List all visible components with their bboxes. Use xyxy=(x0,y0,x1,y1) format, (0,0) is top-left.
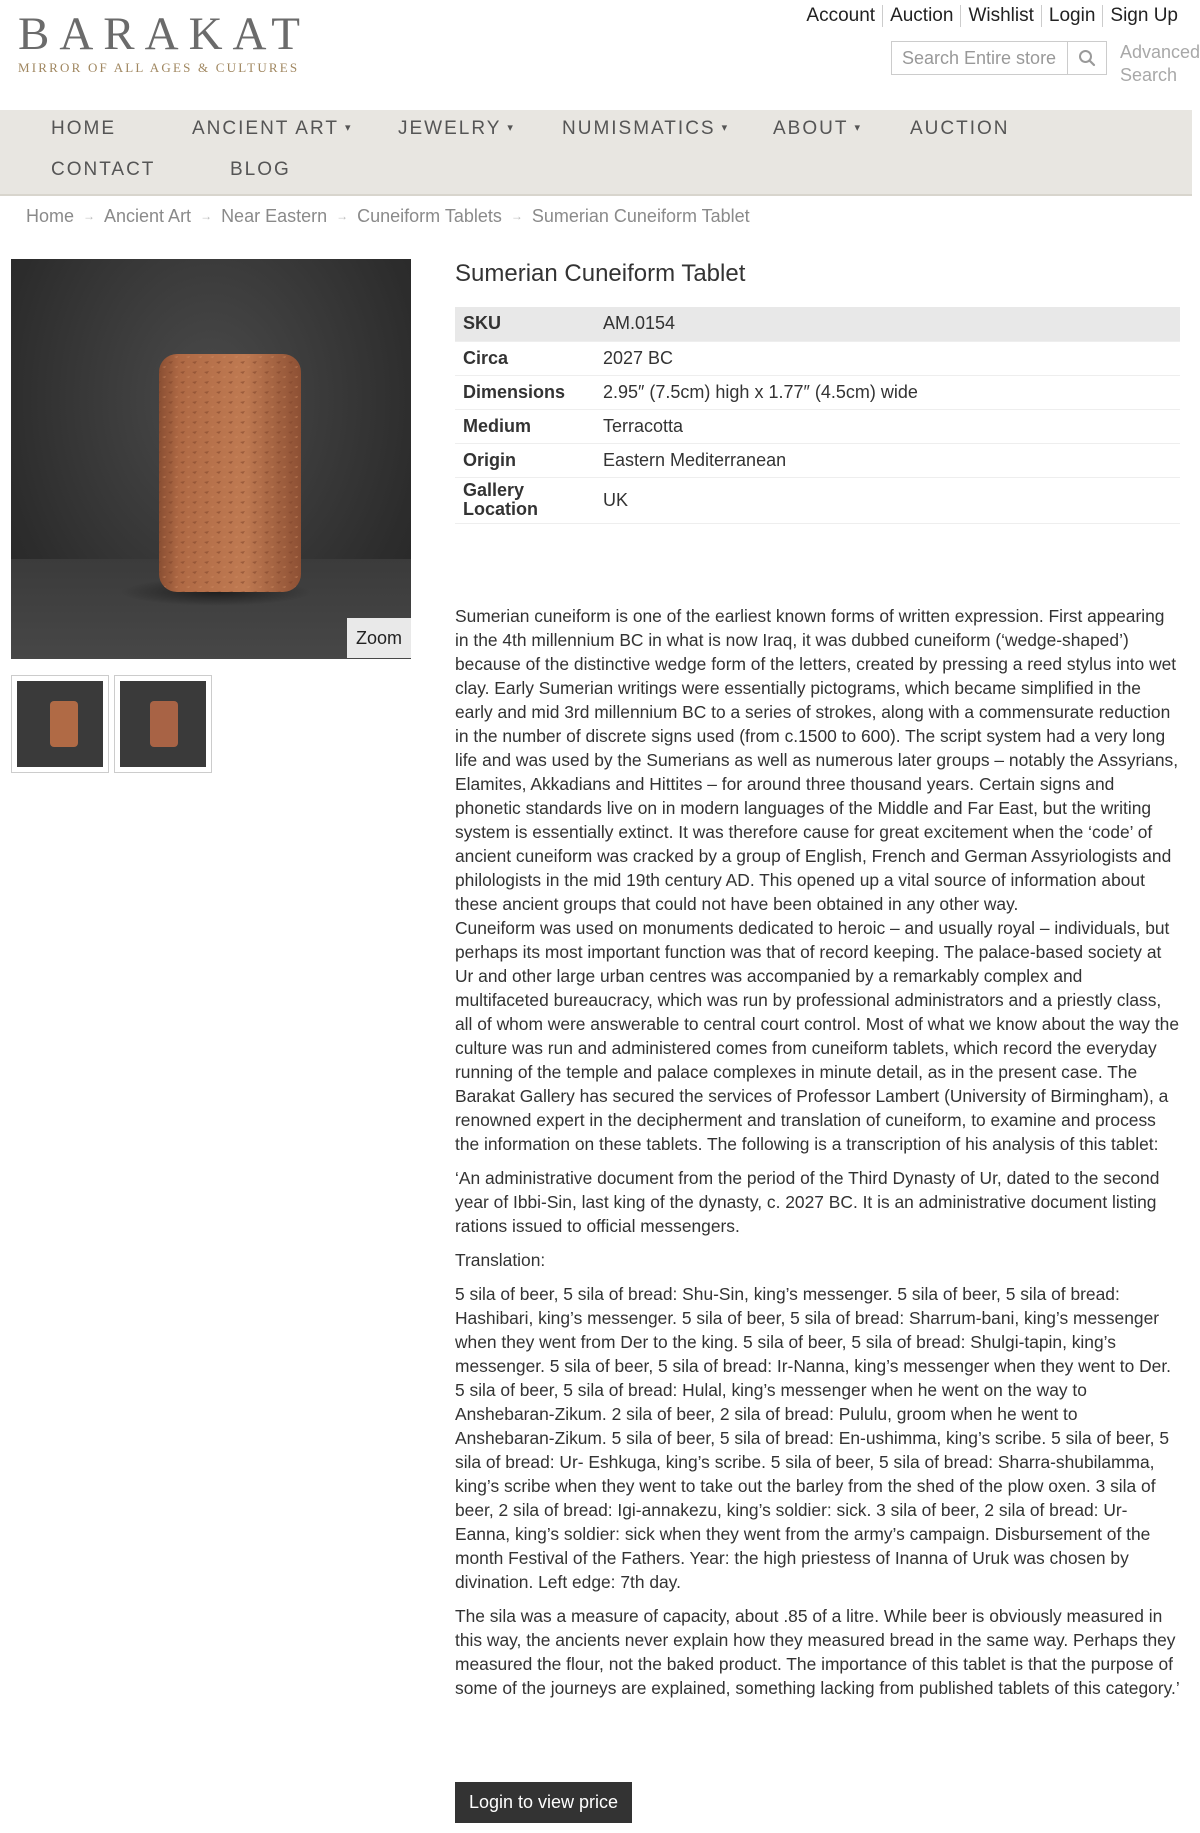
login-to-view-price-button[interactable]: Login to view price xyxy=(455,1782,632,1823)
chevron-down-icon: ▾ xyxy=(344,122,351,134)
tablet-thumbnail-image xyxy=(17,681,103,767)
site-header xyxy=(0,0,1200,110)
spec-key xyxy=(455,477,595,523)
main-nav xyxy=(0,110,1192,196)
thumbnail-image xyxy=(17,681,103,767)
nav-auction[interactable] xyxy=(910,118,1010,140)
description-paragraph: ‘An administrative document from the period of the Third Dynasty of Ur, dated to the second year of Ibbi-Sin, last king of the dynasty, c. 2027 BC. It is an administrative document listing rations issued to official messengers. xyxy=(455,1168,1160,1236)
search-placeholder: Search Entire store xyxy=(902,48,1057,68)
signup-link[interactable]: Sign Up xyxy=(1110,5,1178,26)
nav-home-label: HOME xyxy=(51,118,116,139)
chevron-down-icon: ▾ xyxy=(507,122,513,134)
thumbnail-1[interactable] xyxy=(11,675,109,773)
nav-ancient-art-label: ANCIENT ART xyxy=(192,118,339,139)
logo-tagline: MIRROR OF ALL AGES & CULTURES xyxy=(18,60,300,75)
breadcrumb-ancient-art[interactable]: Ancient Art xyxy=(104,206,192,226)
spec-value: Terracotta xyxy=(595,409,1180,443)
spec-row-gallery-location xyxy=(455,477,1180,523)
chevron-down-icon: ▾ xyxy=(854,122,860,134)
spec-key: Circa xyxy=(455,341,595,375)
nav-about-label: ABOUT xyxy=(773,118,849,139)
spec-value: AM.0154 xyxy=(595,307,1180,341)
breadcrumb xyxy=(26,206,750,227)
zoom-button[interactable]: Zoom xyxy=(347,618,411,658)
spec-row-dimensions xyxy=(455,375,1180,409)
spec-value: Eastern Mediterranean xyxy=(595,443,1180,477)
advanced-search-link[interactable] xyxy=(1120,41,1200,87)
spec-value: 2.95″ (7.5cm) high x 1.77″ (4.5cm) wide xyxy=(595,375,1180,409)
nav-about[interactable] xyxy=(773,118,860,140)
search-button[interactable] xyxy=(1067,41,1107,75)
cuneiform-tablet-image xyxy=(11,259,411,659)
advanced-search-line2: Search xyxy=(1120,65,1178,85)
breadcrumb-cuneiform-tablets[interactable]: Cuneiform Tablets xyxy=(357,206,502,226)
arrow-right-icon: → xyxy=(510,209,523,223)
description-paragraph: Translation: xyxy=(455,1250,546,1270)
description-paragraph: Cuneiform was used on monuments dedicated to heroic – and usually royal – individuals, but perhaps its most important function was that of record keeping. The palace-based society at Ur and other large urban centres was accompanied by a remarkably complex and multifaceted bureaucracy, which was run by professional administrators and a priestly class, all of whom were answerable to central court control. Most of what we know about the way the culture was run and administered comes from cuneiform tablets, which record the everyday running of the temple and palace complexes in minute detail, as in the present case. The Barakat Gallery has secured the services of Professor Lambert (University of Birmingham), a renowned expert in the decipherment and translation of cuneiform, to examine and process the information on these tablets. The following is a transcription of his analysis of this tablet: xyxy=(455,918,1180,1154)
description-paragraph: 5 sila of beer, 5 sila of bread: Shu-Sin, king’s messenger. 5 sila of beer, 5 sila of bread: Hashibari, king’s messenger. 5 sila of beer, 5 sila of bread: Sharrum-bani, king’s messenger when they went from Der to the king. 5 sila of beer, 5 sila of bread: Shulgi-tapin, king’s messenger. 5 sila of beer, 5 sila of bread: Ir-Nanna, king’s messenger when they went to Der. 5 sila of beer, 5 sila of bread: Hulal, king’s messenger when he went on the way to Anshebaran-Zikum. 2 sila of beer, 2 sila of bread: Pululu, groom when he went to Anshebaran-Zikum. 5 sila of beer, 5 sila of bread: En-ushimma, king’s scribe. 5 sila of beer, 5 sila of bread: Ur- Eshkuga, king’s scribe. 5 sila of beer, 5 sila of bread: Sharra-shubilamma, king’s scribe when they went to take out the barley from the shed of the plow oxen. 3 sila of beer, 2 sila of bread: Igi-annakezu, king’s soldier: sick. 3 sila of beer, 2 sila of bread: Ur-Eanna, king’s soldier: sick when they went from the army’s campaign. Disbursement of the month Festival of the Fathers. Year: the high priestess of Inanna of Uruk was chosen by divination. Left edge: 7th day. xyxy=(455,1284,1171,1592)
nav-jewelry[interactable] xyxy=(398,118,513,140)
thumbnail-image xyxy=(120,681,206,767)
wishlist-link[interactable]: Wishlist xyxy=(961,5,1041,27)
auction-link[interactable]: Auction xyxy=(883,5,961,27)
arrow-right-icon: → xyxy=(336,209,349,223)
tablet-thumbnail-image xyxy=(120,681,206,767)
spec-key: Origin xyxy=(455,443,595,477)
spec-row-origin xyxy=(455,443,1180,477)
product-main-image[interactable] xyxy=(11,259,411,659)
nav-numismatics-label: NUMISMATICS xyxy=(562,118,716,139)
spec-row-medium xyxy=(455,409,1180,443)
logo-wordmark: BARAKAT xyxy=(18,8,310,60)
chevron-down-icon: ▾ xyxy=(721,122,728,134)
nav-auction-label: AUCTION xyxy=(910,118,1010,139)
breadcrumb-home[interactable]: Home xyxy=(26,206,75,226)
search-bar xyxy=(891,41,1107,75)
spec-key: Dimensions xyxy=(455,375,595,409)
spec-key-line: Location xyxy=(463,499,538,519)
product-specs-table xyxy=(455,307,1180,524)
account-link[interactable]: Account xyxy=(799,5,883,27)
spec-key: Medium xyxy=(455,409,595,443)
nav-blog-label: BLOG xyxy=(230,159,291,180)
account-links xyxy=(799,5,1178,27)
nav-numismatics[interactable] xyxy=(562,118,727,140)
spec-row-sku xyxy=(455,307,1180,341)
description-paragraph: The sila was a measure of capacity, about .85 of a litre. While beer is obviously measured in this way, the ancients never explain how they measured bread in the same way. Perhaps they measured the flour, not the baked product. The importance of this tablet is that the purpose of some of the journeys are explained, something lacking from published tablets of this category.’ xyxy=(455,1606,1180,1698)
nav-contact[interactable] xyxy=(51,159,155,181)
advanced-search-line1: Advanced xyxy=(1120,42,1200,62)
thumbnail-2[interactable] xyxy=(114,675,212,773)
nav-jewelry-label: JEWELRY xyxy=(398,118,502,139)
nav-blog[interactable] xyxy=(230,159,291,181)
nav-home[interactable] xyxy=(51,118,116,140)
breadcrumb-current: Sumerian Cuneiform Tablet xyxy=(531,206,750,226)
product-title: Sumerian Cuneiform Tablet xyxy=(455,260,746,287)
logo[interactable] xyxy=(18,8,310,76)
spec-key: SKU xyxy=(455,307,595,341)
spec-value: 2027 BC xyxy=(595,341,1180,375)
nav-contact-label: CONTACT xyxy=(51,159,156,180)
spec-row-circa xyxy=(455,341,1180,375)
spec-key-line: Gallery xyxy=(463,480,525,500)
breadcrumb-near-eastern[interactable]: Near Eastern xyxy=(221,206,328,226)
search-input[interactable] xyxy=(891,41,1067,75)
login-link[interactable]: Login xyxy=(1042,5,1104,27)
spec-value: UK xyxy=(595,477,1180,523)
search-icon xyxy=(1078,49,1096,67)
arrow-right-icon: → xyxy=(83,209,96,223)
description-paragraph: Sumerian cuneiform is one of the earliest known forms of written expression. First appearing in the 4th millennium BC in what is now Iraq, it was dubbed cuneiform (‘wedge-shaped’) because of the distinctive wedge form of the letters, created by pressing a reed stylus into wet clay. Early Sumerian writings were essentially pictograms, which became simplified in the early and mid 3rd millennium BC to a series of strokes, along with a commensurate reduction in the number of discrete signs used (from c.1500 to 600). The script system had a very long life and was used by the Sumerians as well as numerous later groups – notably the Assyrians, Elamites, Akkadians and Hittites – for around three thousand years. Certain signs and phonetic standards live on in modern languages of the Middle and Far East, but the writing system is essentially extinct. It was therefore cause for great excitement when the ‘code’ of ancient cuneiform was cracked by a group of English, French and German Assyriologists and philologists in the mid 19th century AD. This opened up a vital source of information about these ancient groups that could not have been obtained in any other way. xyxy=(455,606,1179,914)
arrow-right-icon: → xyxy=(200,209,213,223)
product-description xyxy=(455,604,1180,1710)
nav-ancient-art[interactable] xyxy=(192,118,350,140)
